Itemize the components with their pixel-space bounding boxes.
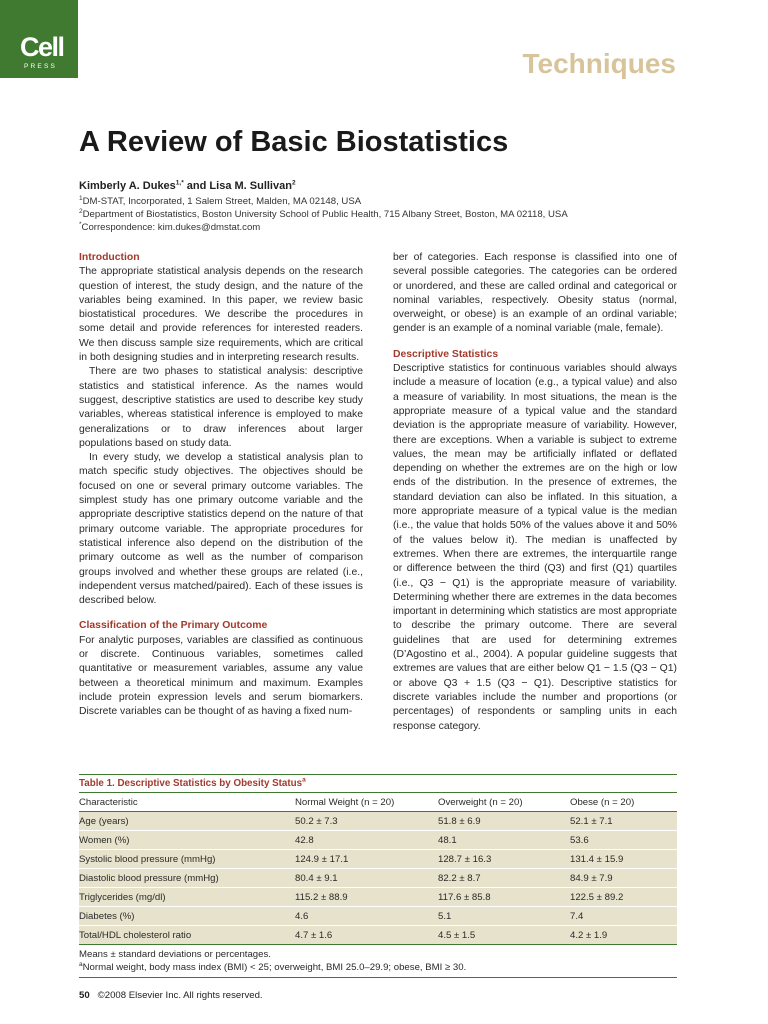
- column-header: Characteristic: [79, 796, 138, 808]
- table-cell: 50.2 ± 7.3: [295, 815, 338, 827]
- table-cell: Total/HDL cholesterol ratio: [79, 929, 192, 941]
- heading-introduction: Introduction: [79, 252, 140, 263]
- heading-classification: Classification of the Primary Outcome: [79, 620, 268, 632]
- table-cell: Diabetes (%): [79, 910, 135, 922]
- table-cell: 42.8: [295, 834, 314, 846]
- author-line: [79, 180, 296, 193]
- table-cell: 7.4: [570, 910, 584, 922]
- correspondence: [79, 222, 260, 234]
- table-cell: 4.5 ± 1.5: [438, 929, 476, 941]
- author-1[interactable]: Kimberly A. Dukes: [79, 180, 176, 192]
- table-cell: 4.7 ± 1.6: [295, 929, 333, 941]
- article-title: A Review of Basic Biostatistics: [79, 126, 509, 158]
- table-notes: [79, 945, 677, 974]
- table-note-2: [79, 961, 677, 974]
- table-bottom-rule: [79, 977, 677, 978]
- table-row: [79, 907, 677, 926]
- paragraph: For analytic purposes, variables are classified as continuous or discrete. Continuous variables, sometimes called quantitative or measurement variables, assume any value between a theoretical minimum and maximum. Examples include protein expression levels and serum biomarkers. Discrete variables can be thought of as having a fixed num-: [79, 634, 363, 718]
- table-cell: Triglycerides (mg/dl): [79, 891, 166, 903]
- body-column-left: [79, 251, 363, 720]
- page-footer: [79, 990, 263, 1001]
- author-conjunction: and: [183, 180, 210, 192]
- table-cell: 128.7 ± 16.3: [438, 853, 492, 865]
- table-cell: 124.9 ± 17.1: [295, 853, 349, 865]
- affiliation-marker: 1: [79, 194, 83, 202]
- table-row: [79, 831, 677, 850]
- paragraph: There are two phases to statistical analysis: descriptive statistics and statistical inference. As the names would suggest, descriptive statistics are used to describe key study variables, whereas statistical inference is employed to make generalizations or to draw inferences about larger populations based on study data.: [79, 366, 363, 449]
- paragraph: The appropriate statistical analysis depends on the research question of interest, the study design, and the nature of the variables being examined. In this paper, we review basic biostatistical procedures. We describe the procedures in some detail and provide references for interested readers. We then discuss sample size requirements, which are critical in both designing studies and in interpreting research results.: [79, 266, 363, 364]
- table-cell: Women (%): [79, 834, 130, 846]
- column-header: Normal Weight (n = 20): [295, 796, 395, 808]
- affiliation-1: [79, 196, 361, 208]
- table-cell: 51.8 ± 6.9: [438, 815, 481, 827]
- affiliation-2: [79, 209, 568, 221]
- paragraph: ber of categories. Each response is classified into one of several possible categories. The categories can be ordered or unordered, and these are called ordinal and categorical or nominal variables, respectively. Obesity status (normal, overweight, or obese) is an example of an ordinal variable; gender is an example of a nominal variable (male, female).: [393, 252, 677, 335]
- table-title-text: Table 1. Descriptive Statistics by Obesity Status: [79, 778, 303, 789]
- table-footnote-marker: a: [302, 776, 306, 784]
- paragraph: In every study, we develop a statistical analysis plan to match specific study objectives. The objectives should be focused on one or several primary outcome variables. The simplest study has one primary outcome variable and the appropriate descriptive statistics depend on the nature of that primary outcome variable. The appropriate procedures for statistical inference also depend on the distribution of the primary outcome as well as the number of comparison groups involved and whether these groups are related (i.e., independent versus matched/paired). Each of these issues is described below.: [79, 452, 363, 607]
- logo-wordmark: Cell: [20, 32, 64, 62]
- table-cell: 131.4 ± 15.9: [570, 853, 624, 865]
- table-row: [79, 850, 677, 869]
- table-note-1: Means ± standard deviations or percentages.: [79, 949, 271, 960]
- table-cell: 4.2 ± 1.9: [570, 929, 608, 941]
- paragraph: Descriptive statistics for continuous variables should always include a measure of location (e.g., a typical value) and also a measure of variability. In most situations, the mean is the appropriate measure of a typical value and the standard deviation is the appropriate measure of variability. However, there are exceptions. When a variable is subject to extreme values, the mean may be artificially inflated or deflated depending on whether the extremes are on the high or low ends of the distribution. In the presence of extremes, the standard deviation can also be inflated. In this situation, a more appropriate measure of a typical value is the median (i.e., the value that holds 50% of the values above it and 50% of the values below it). The median is unaffected by extremes. When there are extremes, the interquartile range or difference between the third (Q3) and first (Q1) quartiles (i.e., Q3 − Q1) is the appropriate measure of variability. Determining whether there are extremes in the data becomes important in determining which statistics are most appropriate to describe the primary outcome. There are several guidelines that are used for determining extremes (D’Agostino et al., 2004). A popular guideline suggests that extremes are values that are either below Q1 − 1.5 (Q3 − Q1) or above Q3 + 1.5 (Q3 − Q1). Descriptive statistics for discrete variables include the number and proportions (or percentages) of respondents or sampling units in each response category.: [393, 363, 677, 732]
- table-cell: 117.6 ± 85.8: [438, 891, 491, 903]
- affiliation-marker: *: [79, 220, 82, 228]
- affiliation-marker: 2: [79, 207, 83, 215]
- heading-descriptive-statistics: Descriptive Statistics: [393, 348, 499, 360]
- table-cell: Systolic blood pressure (mmHg): [79, 853, 216, 865]
- table-row: [79, 869, 677, 888]
- affiliation-text: DM-STAT, Incorporated, 1 Salem Street, Malden, MA 02148, USA: [82, 196, 362, 207]
- correspondence-email[interactable]: Correspondence: kim.dukes@dmstat.com: [81, 222, 261, 233]
- table-title: [79, 774, 677, 792]
- author-2-affiliation: 2: [291, 179, 296, 187]
- copyright: ©2008 Elsevier Inc. All rights reserved.: [97, 990, 263, 1001]
- table-cell: 84.9 ± 7.9: [570, 872, 613, 884]
- page-number: 50: [79, 990, 90, 1001]
- table-header-row: [79, 793, 677, 812]
- table-cell: 4.6: [295, 910, 309, 922]
- cell-press-logo[interactable]: [0, 0, 78, 78]
- table-footnote-marker: a: [79, 960, 83, 968]
- table-cell: Age (years): [79, 815, 129, 827]
- table-row: [79, 888, 677, 907]
- table-cell: 122.5 ± 89.2: [570, 891, 624, 903]
- table-note-2-text: Normal weight, body mass index (BMI) < 25; overweight, BMI 25.0–29.9; obese, BMI ≥ 30.: [82, 962, 467, 973]
- table-cell: Diastolic blood pressure (mmHg): [79, 872, 219, 884]
- table-1: [79, 774, 677, 978]
- table-cell: 115.2 ± 88.9: [295, 891, 348, 903]
- table-cell: 82.2 ± 8.7: [438, 872, 481, 884]
- table-row: [79, 812, 677, 831]
- column-header: Overweight (n = 20): [438, 796, 523, 808]
- table-cell: 5.1: [438, 910, 452, 922]
- section-label: Techniques: [522, 48, 676, 79]
- table-row: [79, 926, 677, 945]
- table-cell: 48.1: [438, 834, 457, 846]
- affiliation-text: Department of Biostatistics, Boston University School of Public Health, 715 Albany Street, Boston, MA 02118, USA: [82, 209, 568, 220]
- stats-table: [79, 792, 677, 945]
- table-cell: 80.4 ± 9.1: [295, 872, 338, 884]
- table-cell: 52.1 ± 7.1: [570, 815, 613, 827]
- column-header: Obese (n = 20): [570, 796, 635, 808]
- author-1-affiliation: 1,*: [175, 179, 184, 187]
- table-cell: 53.6: [570, 834, 589, 846]
- logo-subtitle: PRESS: [24, 63, 58, 70]
- author-2[interactable]: Lisa M. Sullivan: [209, 180, 292, 192]
- body-column-right: [393, 251, 677, 734]
